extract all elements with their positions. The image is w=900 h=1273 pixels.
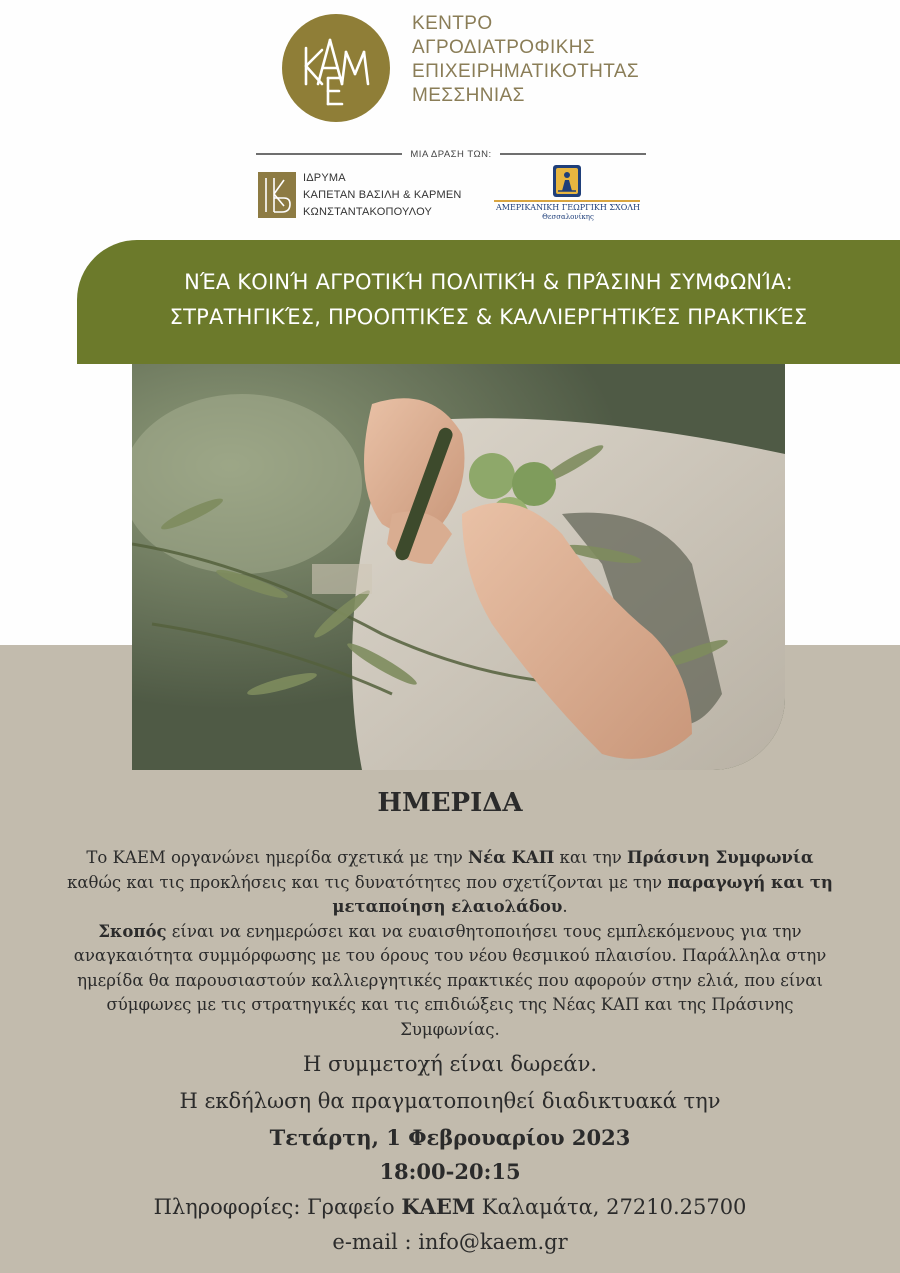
foundation-line-3: ΚΩΝΣΤΑΝΤΑΚΟΠΟΥΛΟΥ	[303, 206, 433, 218]
banner-title-line-2: ΣΤΡΑΤΗΓΙΚΈΣ, ΠΡΟΟΠΤΙΚΈΣ & ΚΑΛΛΙΕΡΓΗΤΙΚΈΣ ΠΡΑΚΤΙΚΈΣ	[169, 305, 808, 329]
foundation-name	[303, 170, 483, 221]
online-note: Η εκδήλωση θα πραγματοποιηθεί διαδικτυακά την	[179, 1089, 721, 1113]
description-emphasis-purpose: Σκοπός	[98, 921, 167, 941]
contact-prefix: Πληροφορίες: Γραφείο	[153, 1195, 402, 1219]
initiative-label: ΜΙΑ ΔΡΑΣΗ ΤΩΝ:	[410, 148, 492, 160]
foundation-line-1: ΙΔΡΥΜΑ	[303, 172, 346, 184]
initiative-divider	[256, 146, 646, 162]
contact-email[interactable]: e-mail : info@kaem.gr	[332, 1230, 568, 1254]
school-emblem-icon	[550, 164, 584, 198]
organization-name	[412, 12, 672, 108]
contact-info	[0, 1194, 900, 1219]
event-title: ΗΜΕΡΙΔΑ	[377, 788, 523, 818]
title-banner	[77, 240, 900, 364]
school-name: ΑΜΕΡΙΚΑΝΙΚΗ ΓΕΩΡΓΙΚΗ ΣΧΟΛΗ	[495, 203, 641, 212]
description-emphasis-new-cap: Νέα ΚΑΠ	[468, 848, 555, 867]
kaem-logo	[282, 14, 390, 122]
description-text: είναι να ενημερώσει και να ευαισθητοποιήσει τους εμπλεκόμενους για την αναγκαιότητα συμμόρφωσης με του όρους του νέου θεσμικού πλαισίου. Παράλληλα στην ημερίδα θα παρουσιαστούν καλλιεργητικές πρακτικές που αφορούν στην ελιά, που είναι σύμφωνες με τις στρατηγικές και τις επιδιώξεις της Νέας ΚΑΠ και της Πράσινης Συμφωνίας.	[73, 921, 827, 1039]
description-text: .	[562, 897, 568, 916]
foundation-line-2: ΚΑΠΕΤΑΝ ΒΑΣΙΛΗ & ΚΑΡΜΕΝ	[303, 189, 462, 201]
description-emphasis-olive-oil: παραγωγή και τη μεταποίηση ελαιολάδου	[332, 872, 833, 916]
foundation-logo	[258, 172, 296, 218]
description-text: Το ΚΑΕΜ οργανώνει ημερίδα σχετικά με την	[86, 848, 469, 867]
school-city: Θεσσαλονίκης	[542, 213, 594, 221]
org-name-line-2: ΑΓΡΟΔΙΑΤΡΟΦΙΚΗΣ	[412, 37, 596, 58]
description-emphasis-green-deal: Πράσινη Συμφωνία	[627, 848, 814, 867]
description-text: και την	[554, 848, 627, 867]
olive-harvest-photo	[132, 364, 785, 770]
org-name-line-3: ΕΠΙΧΕΙΡΗΜΑΤΙΚΟΤΗΤΑΣ	[412, 61, 640, 82]
divider-line-left	[256, 153, 402, 155]
divider-line-right	[500, 153, 646, 155]
contact-phone: Καλαμάτα, 27210.25700	[475, 1195, 747, 1219]
participation-note: Η συμμετοχή είναι δωρεάν.	[302, 1052, 598, 1076]
org-name-line-1: ΚΕΝΤΡΟ	[412, 13, 493, 34]
event-date: Τετάρτη, 1 Φεβρουαρίου 2023	[269, 1125, 631, 1150]
school-underline	[494, 200, 640, 202]
contact-org: ΚΑΕΜ	[401, 1194, 476, 1219]
description-text: καθώς και τις προκλήσεις και τις δυνατότητες που σχετίζονται με την	[67, 872, 668, 892]
banner-title-line-1: ΝΈΑ ΚΟΙΝΉ ΑΓΡΟΤΙΚΉ ΠΟΛΙΤΙΚΉ & ΠΡΆΣΙΝΗ ΣΥΜΦΩΝΊΑ:	[184, 270, 793, 294]
org-name-line-4: ΜΕΣΣΗΝΙΑΣ	[412, 85, 525, 106]
event-time: 18:00-20:15	[379, 1159, 521, 1184]
event-description	[60, 846, 840, 1042]
